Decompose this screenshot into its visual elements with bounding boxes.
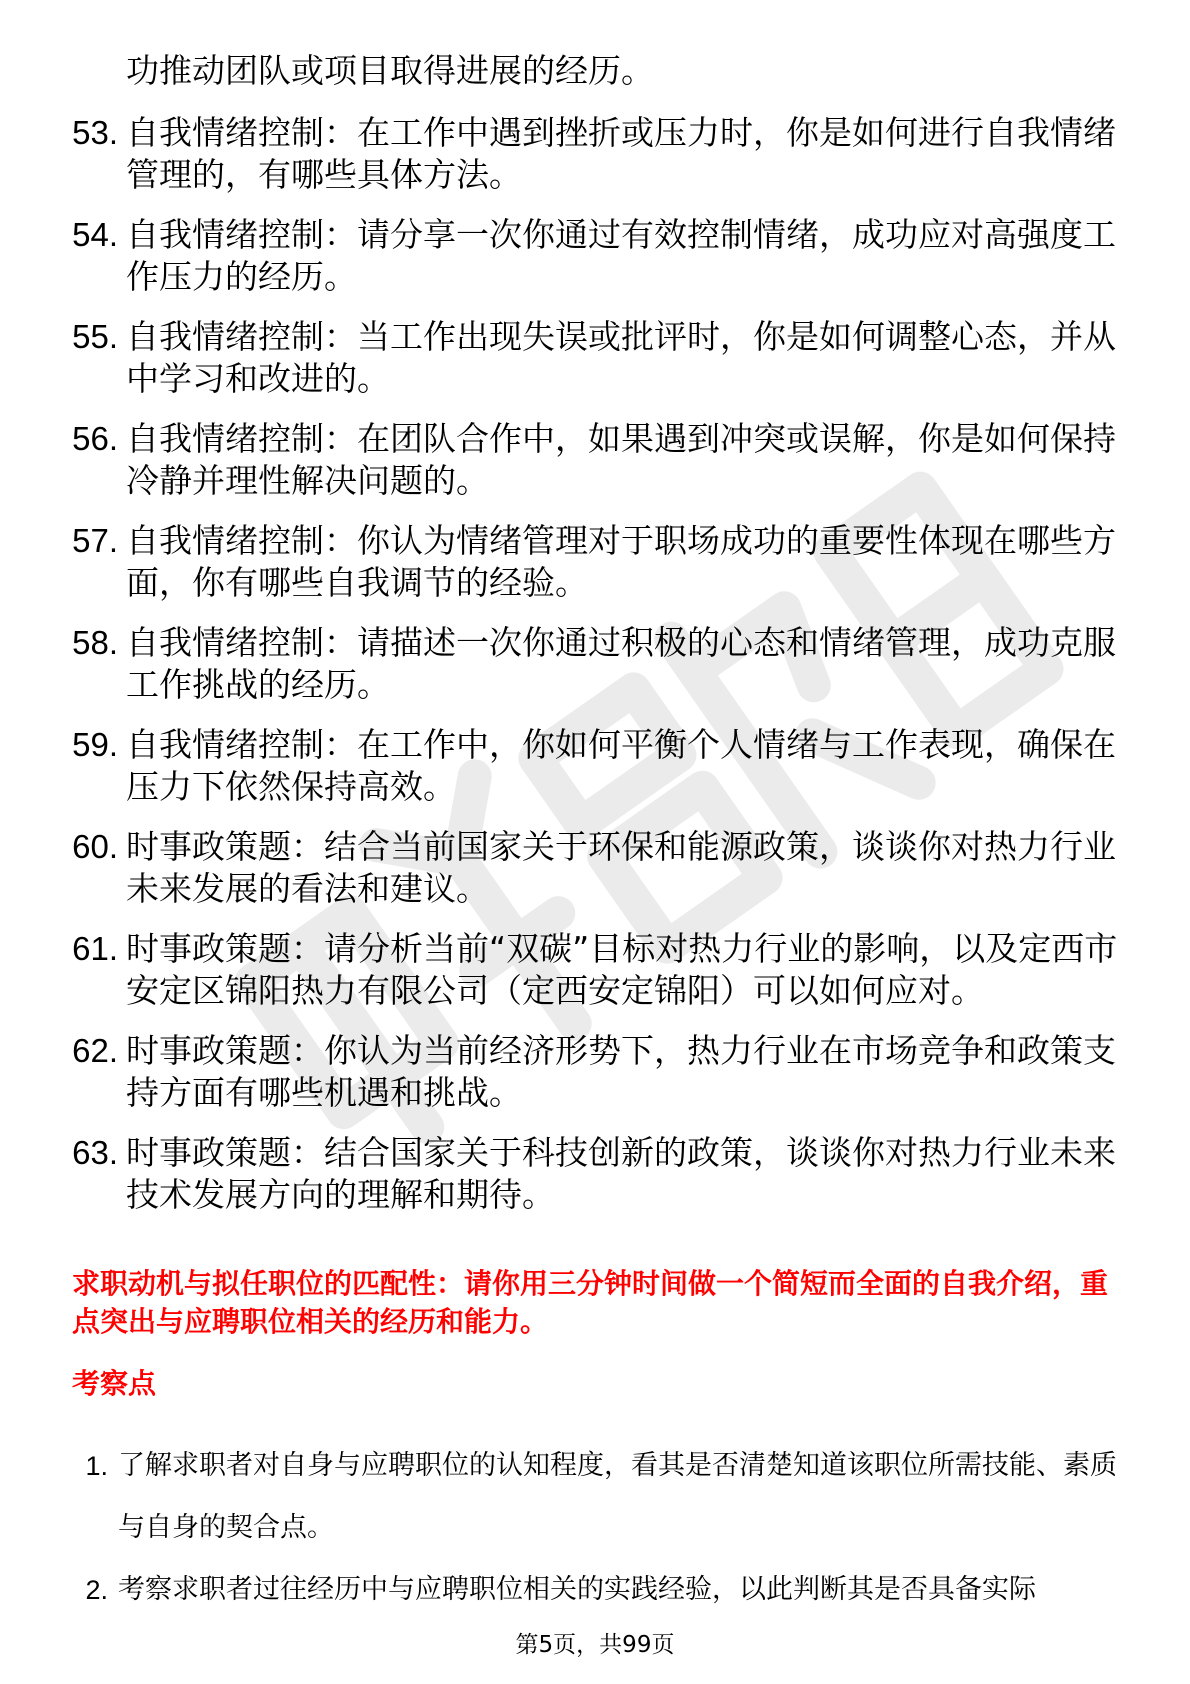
question-item (0, 316, 1190, 400)
question-item (0, 520, 1190, 604)
question-text: 自我情绪控制：当工作出现失误或批评时，你是如何调整心态，并从中学习和改进的。 (126, 317, 1116, 398)
question-item (0, 724, 1190, 808)
question-list (0, 112, 1190, 1234)
question-number: 55. (72, 318, 118, 355)
focus-points-list (0, 1435, 1190, 1621)
question-item (0, 112, 1190, 196)
question-number: 58. (72, 624, 118, 661)
question-item (0, 214, 1190, 298)
question-text: 自我情绪控制：请分享一次你通过有效控制情绪，成功应对高强度工作压力的经历。 (126, 215, 1116, 296)
focus-point-text: 了解求职者对自身与应聘职位的认知程度，看其是否清楚知道该职位所需技能、素质与自身的契合点。 (118, 1450, 1117, 1543)
question-text: 自我情绪控制：在工作中遇到挫折或压力时，你是如何进行自我情绪管理的，有哪些具体方法。 (126, 113, 1116, 194)
question-number: 54. (72, 216, 118, 253)
section-heading: 求职动机与拟任职位的匹配性：请你用三分钟时间做一个简短而全面的自我介绍，重点突出与应聘职位相关的经历和能力。 (72, 1267, 1109, 1338)
question-number: 57. (72, 522, 118, 559)
focus-point-item (0, 1435, 1190, 1559)
question-item (0, 1132, 1190, 1216)
question-number: 60. (72, 828, 118, 865)
question-number: 53. (72, 114, 118, 151)
question-number: 61. (72, 930, 118, 967)
continued-question-text: 功推动团队或项目取得进展的经历。 (126, 51, 654, 90)
question-item (0, 418, 1190, 502)
focus-point-item (0, 1559, 1190, 1621)
focus-point-text: 考察求职者过往经历中与应聘职位相关的实践经验，以此判断其是否具备实际 (118, 1574, 1036, 1605)
question-item (0, 826, 1190, 910)
question-text: 时事政策题：结合国家关于科技创新的政策，谈谈你对热力行业未来技术发展方向的理解和期待。 (126, 1133, 1116, 1214)
question-text: 时事政策题：请分析当前“双碳”目标对热力行业的影响，以及定西市安定区锦阳热力有限公司（定西安定锦阳）可以如何应对。 (126, 929, 1118, 1010)
focus-points-label: 考察点 (72, 1367, 157, 1400)
question-item (0, 622, 1190, 706)
question-text: 自我情绪控制：你认为情绪管理对于职场成功的重要性体现在哪些方面，你有哪些自我调节的经验。 (126, 521, 1116, 602)
question-item (0, 1030, 1190, 1114)
page-footer: 第5页，共99页 (515, 1632, 675, 1658)
question-text: 时事政策题：你认为当前经济形势下，热力行业在市场竞争和政策支持方面有哪些机遇和挑战。 (126, 1031, 1116, 1112)
question-text: 时事政策题：结合当前国家关于环保和能源政策，谈谈你对热力行业未来发展的看法和建议。 (126, 827, 1116, 908)
question-item (0, 928, 1190, 1012)
question-text: 自我情绪控制：在工作中，你如何平衡个人情绪与工作表现，确保在压力下依然保持高效。 (126, 725, 1116, 806)
question-number: 56. (72, 420, 118, 457)
focus-point-number: 2. (85, 1575, 108, 1605)
question-number: 63. (72, 1134, 118, 1171)
question-number: 62. (72, 1032, 118, 1069)
question-text: 自我情绪控制：请描述一次你通过积极的心态和情绪管理，成功克服工作挑战的经历。 (126, 623, 1116, 704)
question-number: 59. (72, 726, 118, 763)
focus-point-number: 1. (85, 1451, 108, 1481)
question-text: 自我情绪控制：在团队合作中，如果遇到冲突或误解，你是如何保持冷静并理性解决问题的。 (126, 419, 1116, 500)
